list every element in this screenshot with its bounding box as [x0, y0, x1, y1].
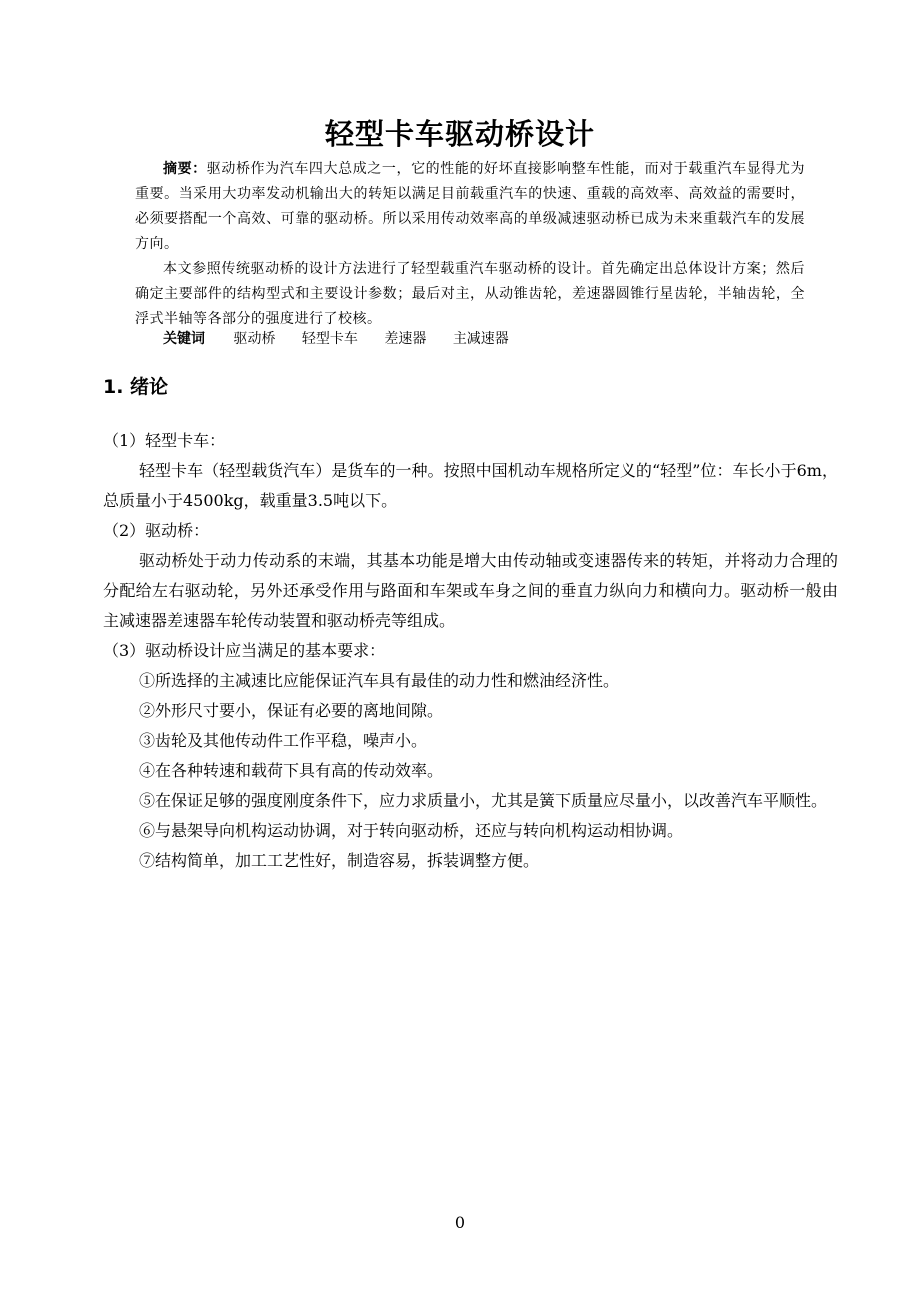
abstract-label: 摘要： — [163, 161, 207, 177]
requirement-item: ②外形尺寸要小，保证有必要的离地间隙。 — [139, 701, 444, 720]
abstract — [135, 157, 805, 332]
requirement-item: ④在各种转速和载荷下具有高的传动效率。 — [139, 761, 444, 780]
keyword-item: 主减速器 — [452, 331, 509, 347]
section-body — [103, 426, 838, 876]
subsection-heading-3: （3）驱动桥设计应当满足的基本要求： — [103, 641, 386, 660]
requirement-item: ①所选择的主减速比应能保证汽车具有最佳的动力性和燃油经济性。 — [139, 671, 620, 690]
subsection-text-2: 驱动桥处于动力传动系的末端，其基本功能是增大由传动轴或变速器传来的转矩，并将动力合理的分配给左右驱动轮，另外还承受作用与路面和车架或车身之间的垂直力纵向力和横向力。驱动桥一般由主减速器差速器车轮传动装置和驱动桥壳等组成。 — [103, 551, 838, 630]
keywords — [163, 327, 531, 352]
subsection-heading-1: （1）轻型卡车： — [103, 431, 226, 450]
abstract-text-1: 驱动桥作为汽车四大总成之一，它的性能的好坏直接影响整车性能，而对于载重汽车显得尤为重要。当采用大功率发动机输出大的转矩以满足目前载重汽车的快速、重载的高效率、高效益的需要时，必须要搭配一个高效、可靠的驱动桥。所以采用传动效率高的单级减速驱动桥已成为未来重载汽车的发展方向。 — [135, 161, 805, 252]
subsection-text-1: 轻型卡车（轻型载货汽车）是货车的一种。按照中国机动车规格所定义的“轻型”位：车长小于6m，总质量小于4500kg，载重量3.5吨以下。 — [103, 461, 838, 510]
subsection-heading-2: （2）驱动桥： — [103, 521, 210, 540]
requirement-item: ⑦结构简单，加工工艺性好，制造容易，拆装调整方便。 — [139, 851, 540, 870]
keyword-item: 轻型卡车 — [301, 331, 358, 347]
requirement-item: ⑤在保证足够的强度刚度条件下，应力求质量小，尤其是簧下质量应尽量小，以改善汽车平顺性。 — [139, 791, 828, 810]
keywords-label: 关键词 — [163, 331, 205, 347]
page-number: 0 — [454, 1213, 466, 1232]
keyword-item: 驱动桥 — [233, 331, 276, 347]
requirement-item: ③齿轮及其他传动件工作平稳，噪声小。 — [139, 731, 428, 750]
abstract-paragraph-1 — [135, 157, 805, 257]
section-heading: 1. 绪论 — [103, 376, 169, 398]
page-title: 轻型卡车驱动桥设计 — [324, 117, 595, 151]
requirement-item: ⑥与悬架导向机构运动协调，对于转向驱动桥，还应与转向机构运动相协调。 — [139, 821, 684, 840]
keyword-item: 差速器 — [384, 331, 427, 347]
abstract-paragraph-2: 本文参照传统驱动桥的设计方法进行了轻型载重汽车驱动桥的设计。首先确定出总体设计方案；然后确定主要部件的结构型式和主要设计参数；最后对主，从动锥齿轮，差速器圆锥行星齿轮，半轴齿轮，全浮式半轴等各部分的强度进行了校核。 — [135, 261, 805, 327]
